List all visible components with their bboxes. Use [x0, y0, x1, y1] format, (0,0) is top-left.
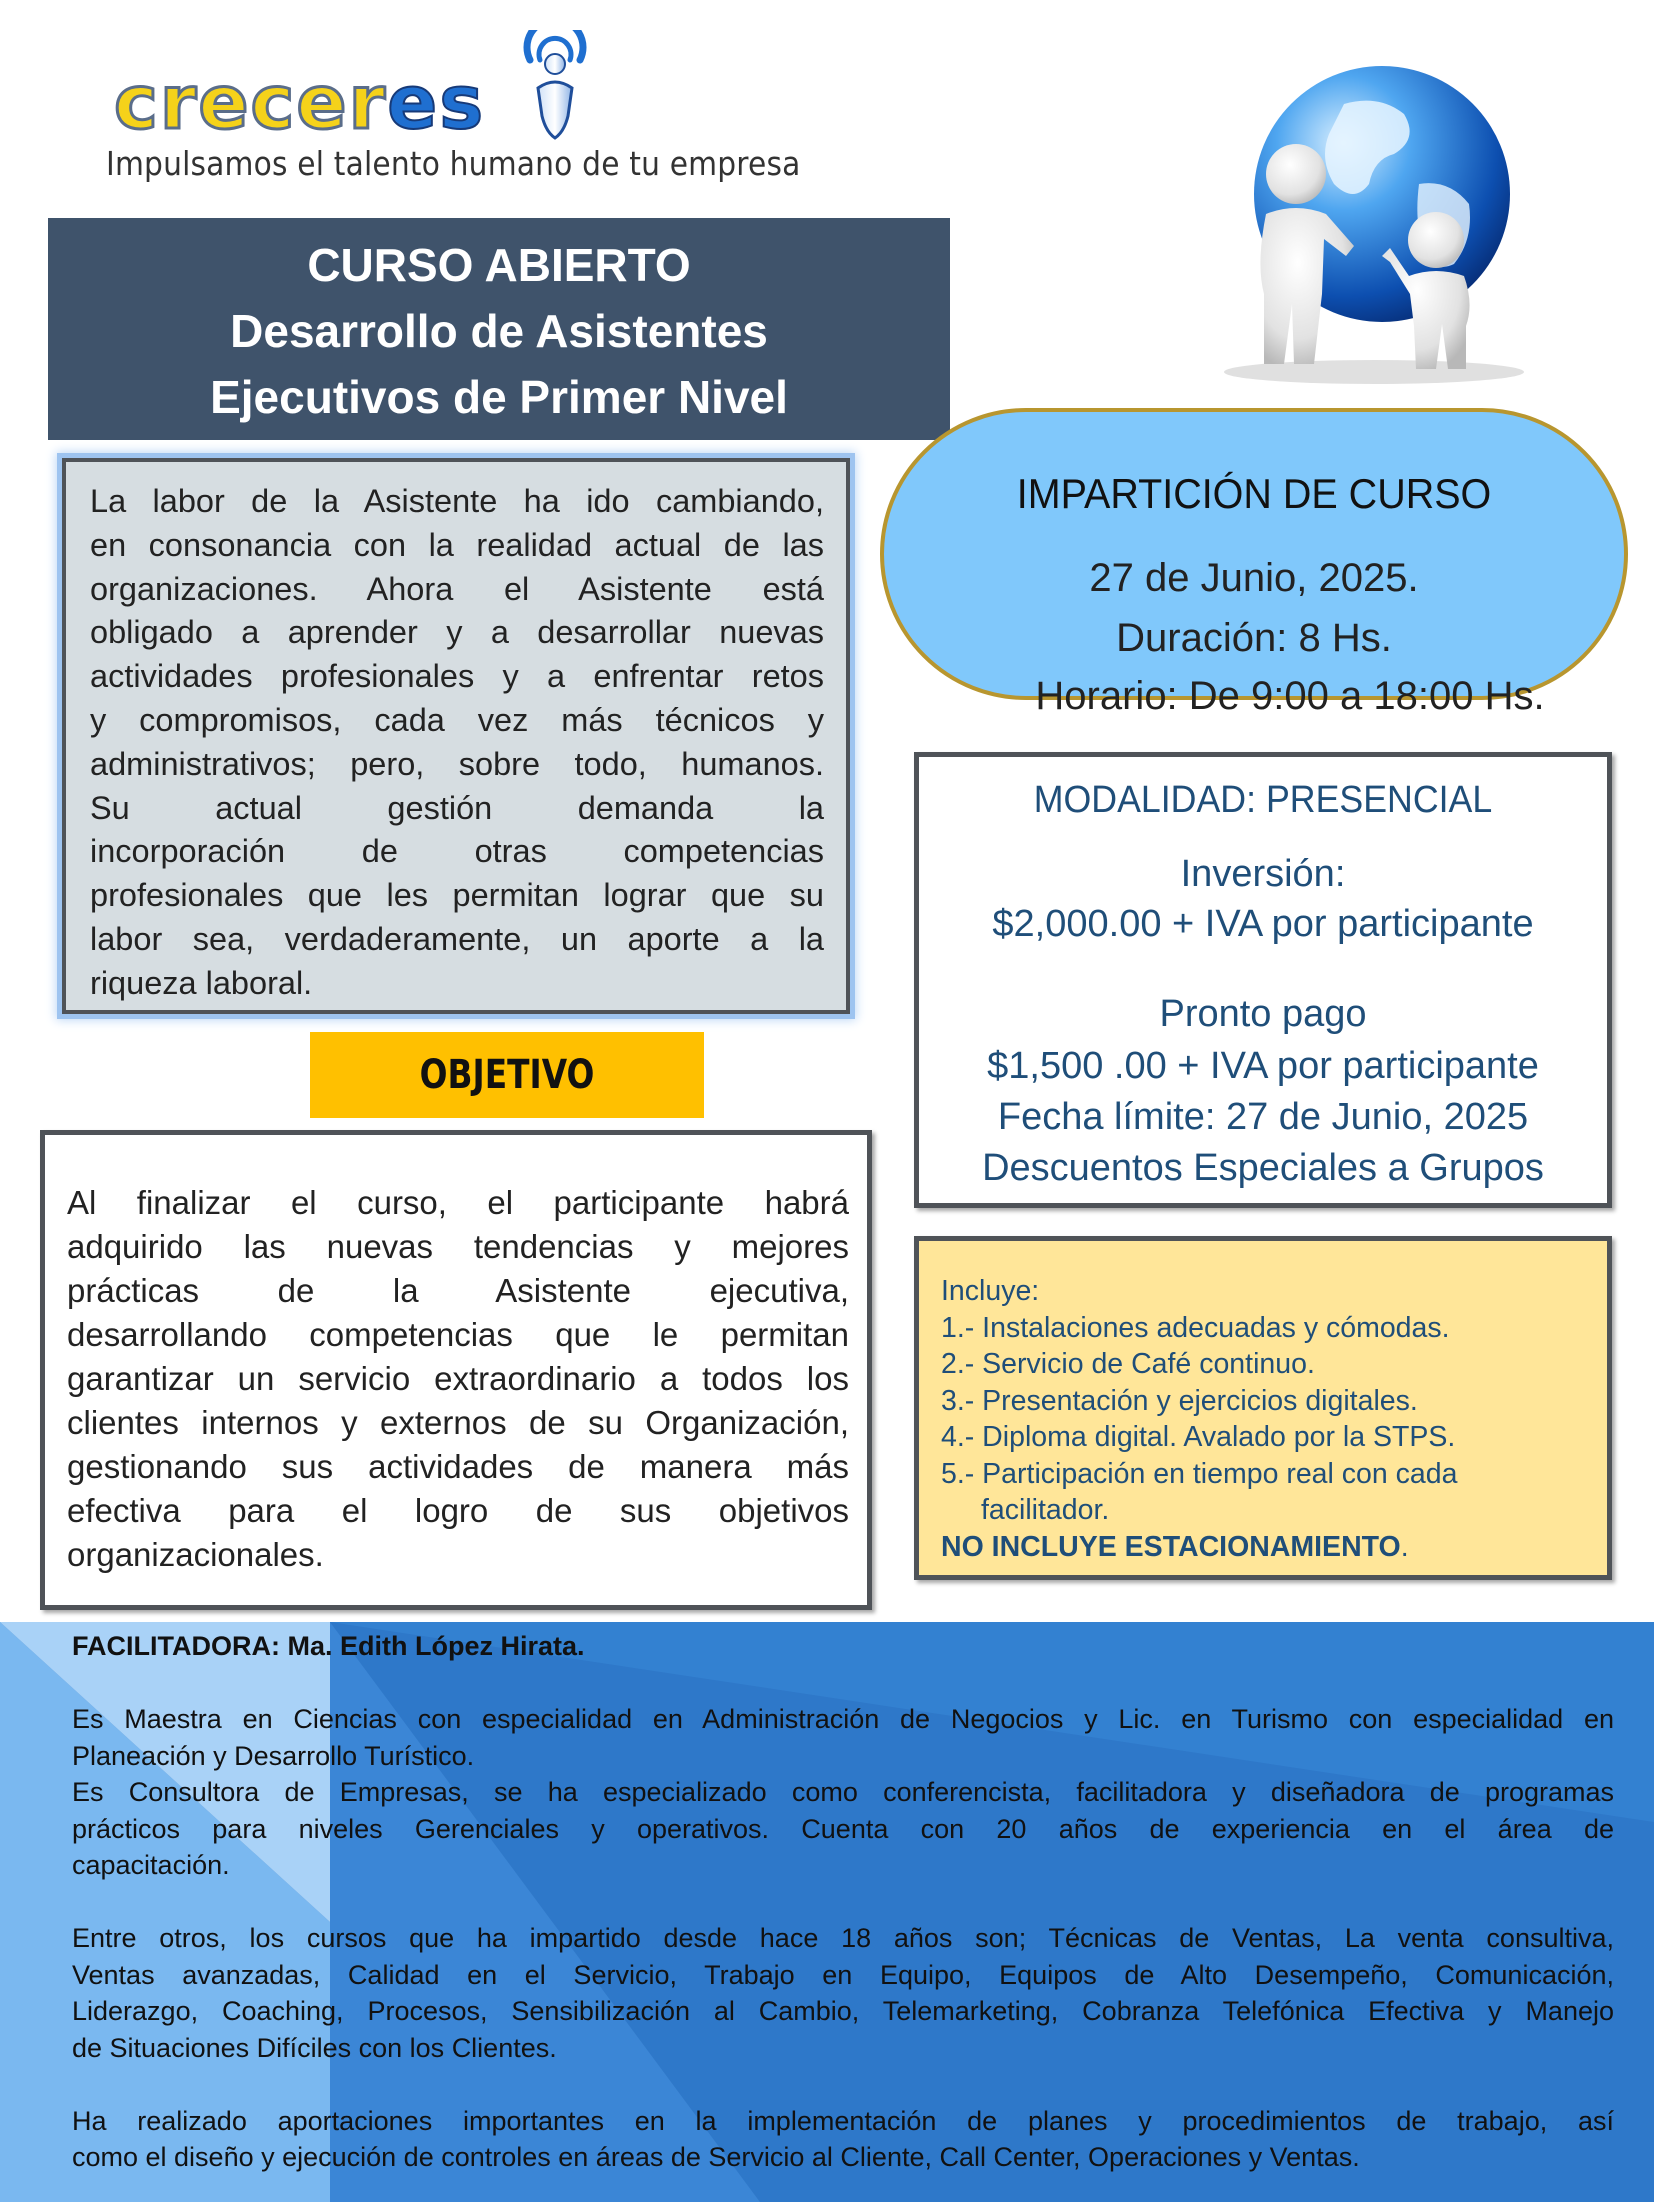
incluye-item: 3.- Presentación y ejercicios digitales.: [941, 1384, 1418, 1417]
modalidad-title: MODALIDAD: PRESENCIAL: [1033, 779, 1493, 821]
fecha-limite: Fecha límite: 27 de Junio, 2025: [997, 1096, 1529, 1138]
crecer-es-logo: [108, 24, 608, 144]
objetivo-line: prácticas de la Asistente ejecutiva,: [67, 1272, 849, 1309]
facilitadora-courses-paragraph: Entre otros, los cursos que ha impartido desde hace 18 años son; Técnicas de Ventas, La venta consultiva, Ventas avanzadas, Calidad en el Servicio, Trabajo en Equipo, Equipos de Alto Desempeño, Comunicación, Liderazgo, Coaching, Procesos, Sensibilización al Cambio, Telemarketing, Cobranza Telefónica Efectiva y Manejo de Situaciones Difíciles con los Clientes.: [72, 1923, 1614, 2063]
intro-line: labor sea, verdaderamente, un aporte a la: [90, 920, 824, 957]
globe-handshake-icon: [1204, 64, 1534, 394]
pronto-pago-label: Pronto pago: [1159, 993, 1367, 1035]
objetivo-line: gestionando sus actividades de manera más: [67, 1448, 849, 1485]
group-discounts: Descuentos Especiales a Grupos: [982, 1147, 1544, 1189]
objetivo-line: clientes internos y externos de su Organización,: [67, 1404, 849, 1441]
course-duration: Duración: 8 Hs.: [1116, 616, 1392, 660]
incluye-box: [914, 1236, 1612, 1580]
objetivo-line: adquirido las nuevas tendencias y mejores: [67, 1228, 849, 1265]
course-title-banner: [48, 218, 950, 440]
intro-line: y compromisos, cada vez más técnicos y: [90, 701, 824, 738]
course-date: 27 de Junio, 2025.: [1089, 556, 1419, 600]
pronto-pago-price: $1,500 .00 + IVA por participante: [987, 1045, 1539, 1087]
incluye-item: 5.- Participación en tiempo real con cada: [941, 1457, 1458, 1490]
incluye-title: Incluye:: [941, 1275, 1040, 1307]
intro-line: administrativos; pero, sobre todo, humanos.: [90, 745, 824, 782]
objetivo-line: organizacionales.: [67, 1536, 324, 1573]
facilitadora-section: [72, 1628, 1614, 2212]
intro-line: actividades profesionales y a enfrentar retos: [90, 658, 824, 695]
facilitadora-paragraph: Es Maestra en Ciencias con especialidad en Administración de Negocios y Lic. en Turismo con especialidad en Planeación y Desarrollo Turístico. Es Consultora de Empresas, se ha especializado como conferencista, facilitadora y diseñadora de programas prácticos para niveles Gerenciales y operativos. Cuenta con 20 años de experiencia en el área de capacitación.: [72, 1704, 1614, 1880]
intro-line: riqueza laboral.: [90, 964, 313, 1001]
objetivo-line: Al finalizar el curso, el participante habrá: [67, 1184, 849, 1221]
facilitadora-contributions-paragraph: Ha realizado aportaciones importantes en la implementación de planes y procedimientos de trabajo, así como el diseño y ejecución de controles en áreas de Servicio al Cliente, Call Center, Operaciones y Ventas.: [72, 2105, 1614, 2172]
intro-line: en consonancia con la realidad actual de las: [90, 526, 824, 563]
title-line-2: Desarrollo de Asistentes: [230, 305, 768, 357]
intro-line: organizaciones. Ahora el Asistente está: [90, 570, 824, 607]
modalidad-box: [914, 752, 1612, 1208]
title-line-1: CURSO ABIERTO: [307, 239, 691, 291]
objetivo-line: desarrollando competencias que le permitan: [67, 1316, 849, 1353]
no-parking-note: NO INCLUYE ESTACIONAMIENTO.: [941, 1530, 1409, 1563]
inversion-label: Inversión:: [1180, 853, 1346, 895]
incluye-item-continuation: facilitador.: [981, 1494, 1110, 1526]
person-icon: [520, 30, 590, 142]
intro-line: Su actual gestión demanda la: [90, 789, 824, 826]
objetivo-line: garantizar un servicio extraordinario a todos los: [67, 1360, 849, 1397]
imparticion-title: IMPARTICIÓN DE CURSO: [1016, 470, 1492, 517]
incluye-item: 4.- Diploma digital. Avalado por la STPS.: [941, 1421, 1456, 1453]
tagline: Impulsamos el talento humano de tu empresa: [106, 144, 801, 183]
intro-line: La labor de la Asistente ha ido cambiando,: [90, 483, 824, 519]
title-line-3: Ejecutivos de Primer Nivel: [210, 371, 788, 423]
course-schedule: Horario: De 9:00 a 18:00 Hs.: [1035, 674, 1545, 718]
logo-wordmark: creceres: [114, 60, 486, 146]
objetivo-text-box: [40, 1130, 872, 1610]
objetivo-line: efectiva para el logro de sus objetivos: [67, 1492, 849, 1529]
facilitadora-heading: FACILITADORA: Ma. Edith López Hirata.: [72, 1631, 585, 1661]
intro-line: obligado a aprender y a desarrollar nuevas: [90, 614, 824, 651]
inversion-price: $2,000.00 + IVA por participante: [992, 903, 1534, 945]
intro-line: profesionales que les permitan lograr que su: [90, 877, 824, 914]
intro-line: incorporación de otras competencias: [90, 833, 824, 870]
intro-text-box: [62, 458, 850, 1014]
objetivo-label: OBJETIVO: [310, 1032, 704, 1118]
incluye-item: 2.- Servicio de Café continuo.: [941, 1348, 1315, 1380]
incluye-item: 1.- Instalaciones adecuadas y cómodas.: [941, 1311, 1450, 1344]
